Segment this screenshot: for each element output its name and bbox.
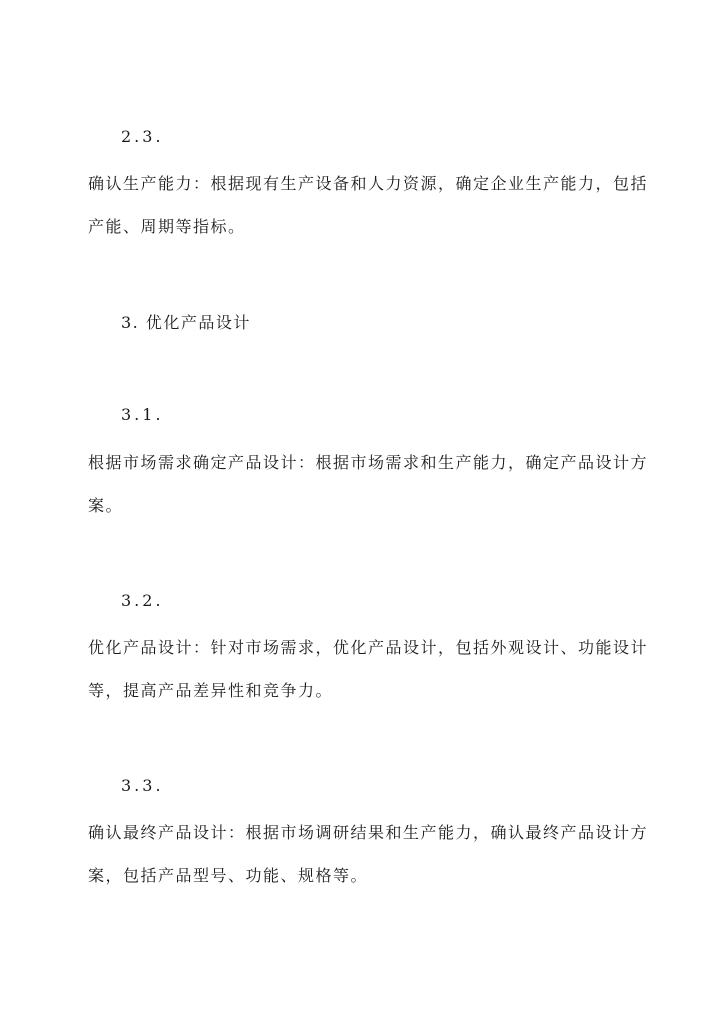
paragraph-line: 确认生产能力：根据现有生产设备和人力资源，确定企业生产能力，包括: [88, 174, 649, 193]
paragraph-line: 确认最终产品设计：根据市场调研结果和生产能力，确认最终产品设计方: [88, 823, 649, 842]
section-number-2-3: 2.3.: [121, 127, 164, 146]
paragraph-line: 根据市场需求确定产品设计：根据市场需求和生产能力，确定产品设计方: [88, 453, 649, 472]
section-heading-3: 3. 优化产品设计: [121, 313, 251, 332]
paragraph-line: 优化产品设计：针对市场需求，优化产品设计，包括外观设计、功能设计: [88, 638, 649, 657]
section-number-3-3: 3.3.: [121, 776, 164, 795]
section-number-3-1: 3.1.: [121, 405, 164, 424]
paragraph-line: 案，包括产品型号、功能、规格等。: [88, 866, 369, 885]
paragraph-line: 等，提高产品差异性和竞争力。: [88, 681, 334, 700]
section-number-3-2: 3.2.: [121, 591, 164, 610]
paragraph-line: 案。: [88, 496, 124, 515]
paragraph-line: 产能、周期等指标。: [88, 217, 246, 236]
